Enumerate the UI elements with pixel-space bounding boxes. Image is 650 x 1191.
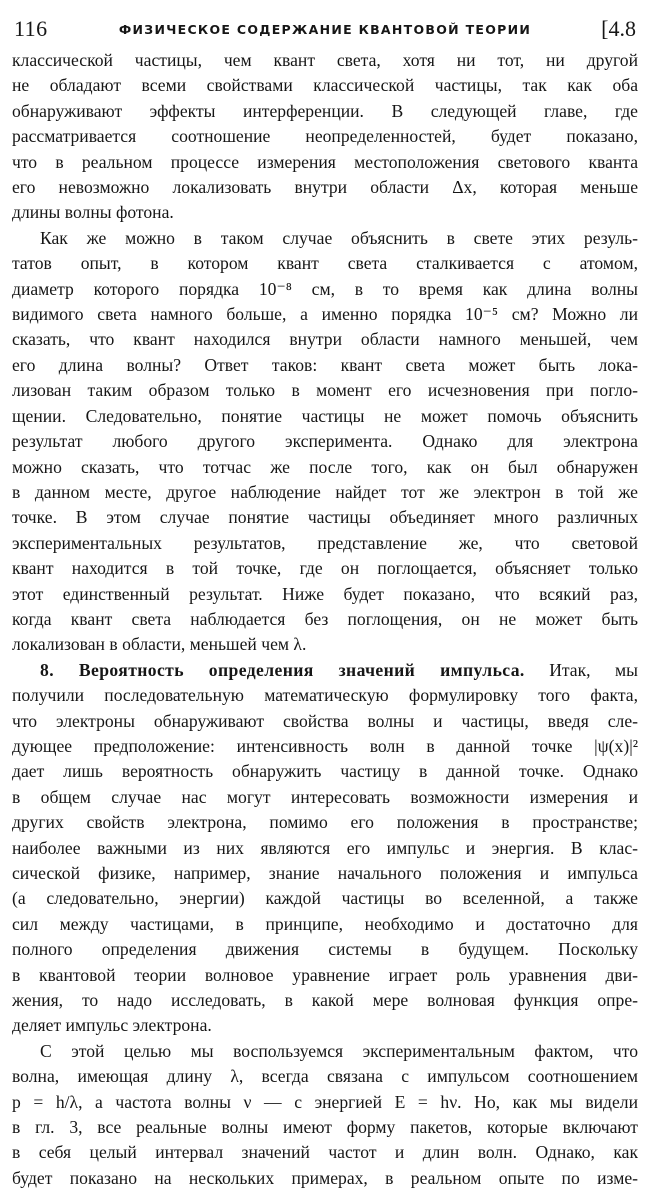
- text-line: длины волны фотона.: [12, 202, 174, 223]
- text-line: (а следовательно, энергии) каждой частицы во вселенной, а также: [12, 888, 638, 909]
- section-number: [4.8: [601, 16, 636, 41]
- text-line: деляет импульс электрона.: [12, 1015, 212, 1036]
- text-line: в квантовой теории волновое уравнение играет роль уравнения дви-: [12, 964, 638, 985]
- text-line: когда квант света наблюдается без поглощения, он не может быть: [12, 608, 638, 629]
- text-line: рассматривается соотношение неопределенностей, будет показано,: [12, 126, 638, 147]
- text-line: квант находится в той точке, где он поглощается, объясняет только: [12, 558, 638, 579]
- text-line: волна, имеющая длину λ, всегда связана с импульсом соотношением: [12, 1066, 638, 1087]
- paragraph-momentum: [12, 1039, 638, 1191]
- text-line: щении. Следовательно, понятие частицы не может помочь объяснить: [12, 405, 638, 426]
- text-line: видимого света намного больше, а именно порядка 10⁻⁵ см? Можно ли: [12, 304, 638, 325]
- text-line: дает лишь вероятность обнаружить частицу в данной точке. Однако: [12, 761, 638, 782]
- text-fragment: Итак, мы: [549, 659, 638, 680]
- text-line: С этой целью мы воспользуемся экспериментальным фактом, что: [40, 1040, 638, 1061]
- page-number: 116: [14, 16, 48, 41]
- text-line: что в реальном процессе измерения местоположения светового кванта: [12, 151, 638, 172]
- text-line: его длина волны? Ответ таков: квант света может быть лока-: [12, 354, 638, 375]
- text-line: диаметр которого порядка 10⁻⁸ см, в то время как длина волны: [12, 278, 638, 299]
- paragraph-photon-localization: [12, 226, 638, 658]
- text-line: сической физике, например, знание начального положения и импульса: [12, 863, 638, 883]
- text-line: что электроны обнаруживают свойства волны и частицы, введя сле-: [12, 710, 638, 731]
- text-line: p = h/λ, а частота волны ν — с энергией E = hν. Но, как мы видели: [12, 1091, 638, 1112]
- text-line: дующее предположение: интенсивность волн в данной точке |ψ(x)|²: [12, 735, 638, 756]
- text-line: в данном месте, другое наблюдение найдет тот же электрон в той же: [12, 481, 638, 502]
- text-line: сил между частицами, в принципе, необходимо и достаточно для: [12, 913, 638, 934]
- text-line: жения, то надо исследовать, в какой мере волновая функция опре-: [12, 990, 638, 1011]
- text-line: результат любого другого эксперимента. Однако для электрона: [12, 431, 638, 452]
- text-line: наиболее важными из них являются его импульс и энергия. В клас-: [12, 837, 638, 858]
- text-line: Как же можно в таком случае объяснить в свете этих резуль-: [40, 227, 638, 248]
- text-line: других свойств электрона, помимо его положения в пространстве;: [12, 812, 638, 833]
- text-line: не обладают всеми свойствами классической частицы, так как оба: [12, 75, 638, 96]
- text-line: татов опыт, в котором квант света сталкивается с атомом,: [12, 253, 638, 274]
- text-line: [12, 658, 638, 683]
- text-line: можно сказать, что тотчас же после того, как он был обнаружен: [12, 456, 638, 477]
- text-line: в гл. 3, все реальные волны имеют форму пакетов, которые включают: [12, 1117, 638, 1138]
- text-line: локализован в области, меньшей чем λ.: [12, 634, 307, 655]
- text-line: его невозможно локализовать внутри области Δx, которая меньше: [12, 177, 638, 198]
- text-line: сказать, что квант находился внутри области намного меньшей, чем: [12, 329, 638, 350]
- section-heading: 8. Вероятность определения значений импульса.: [40, 659, 525, 680]
- text-line: будет показано на нескольких примерах, в реальном опыте по изме-: [12, 1167, 638, 1188]
- text-line: получили последовательную математическую формулировку того факта,: [12, 685, 638, 706]
- page-header: [12, 14, 638, 48]
- text-line: экспериментальных результатов, представление же, что световой: [12, 532, 638, 553]
- text-line: в общем случае нас могут интересовать возможности измерения и: [12, 786, 638, 807]
- paragraph-continued: [12, 48, 638, 226]
- text-line: этот единственный результат. Ниже будет показано, что всякий раз,: [12, 583, 638, 604]
- text-line: точке. В этом случае понятие частицы объединяет много различных: [12, 507, 638, 528]
- text-line: полного определения движения системы в будущем. Поскольку: [12, 939, 638, 960]
- text-line: лизован таким образом только в момент его исчезновения при погло-: [12, 380, 638, 401]
- page-body: [12, 48, 638, 1191]
- running-title: ФИЗИЧЕСКОЕ СОДЕРЖАНИЕ КВАНТОВОЙ ТЕОРИИ: [118, 22, 532, 37]
- text-line: классической частицы, чем квант света, хотя ни тот, ни другой: [12, 50, 638, 70]
- text-line: обнаруживают эффекты интерференции. В следующей главе, где: [12, 100, 638, 121]
- text-line: в себя целый интервал значений частот и длин волн. Однако, как: [12, 1142, 638, 1163]
- section-8-paragraph: [12, 658, 638, 1039]
